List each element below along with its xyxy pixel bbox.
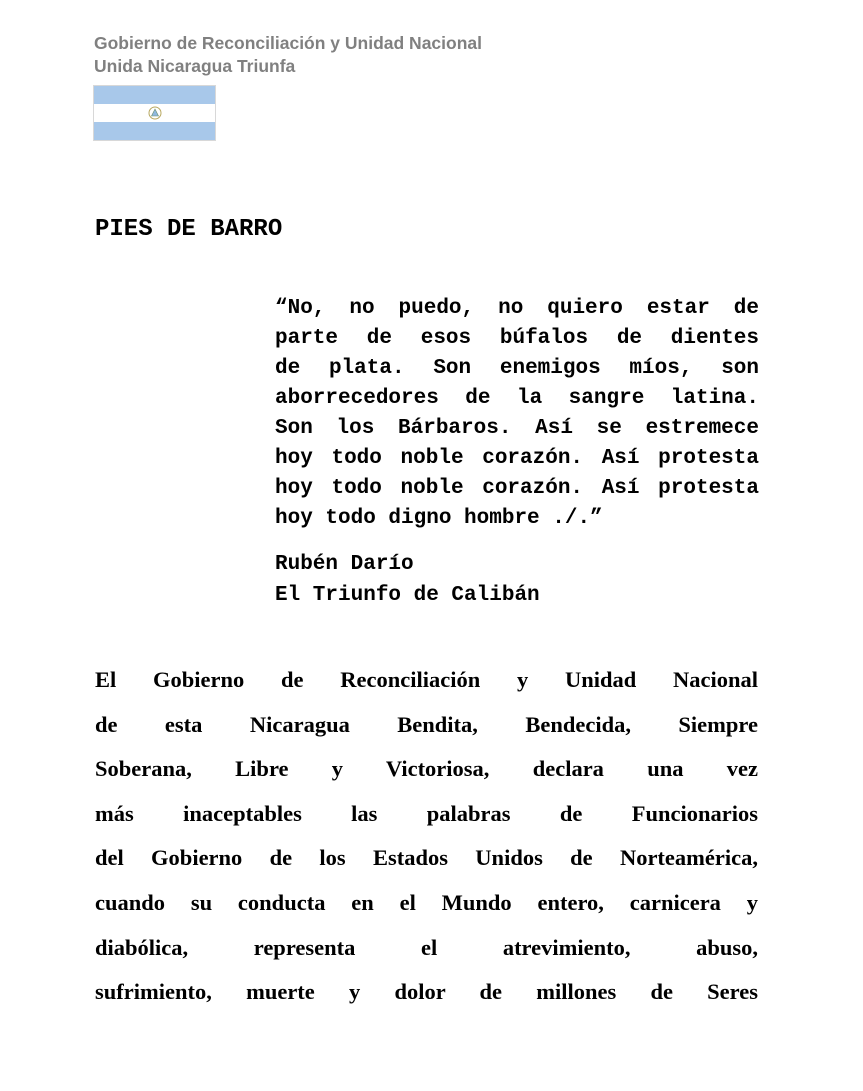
document-title: PIES DE BARRO <box>95 216 283 243</box>
quote-line: hoy todo noble corazón. Así protesta <box>275 477 759 500</box>
paragraph-line: sufrimiento, muerte y dolor de millones de Seres <box>95 979 758 1005</box>
quote-line: de plata. Son enemigos míos, son <box>275 357 759 380</box>
quote-line: hoy todo noble corazón. Así protesta <box>275 447 759 470</box>
epigraph-quote <box>275 294 759 534</box>
paragraph-line: cuando su conducta en el Mundo entero, carnicera y <box>95 889 758 915</box>
quote-line: Son los Bárbaros. Así se estremece <box>275 417 759 440</box>
quote-line: “No, no puedo, no quiero estar de <box>275 297 759 320</box>
coat-of-arms-icon <box>148 106 162 120</box>
paragraph-line: de esta Nicaragua Bendita, Bendecida, Siempre <box>95 711 758 737</box>
flag-top-band <box>94 86 215 104</box>
nicaragua-flag <box>93 85 216 141</box>
document-header <box>94 32 482 78</box>
paragraph-line: más inaceptables las palabras de Funcionarios <box>95 800 758 826</box>
paragraph-line: Soberana, Libre y Victoriosa, declara una vez <box>95 756 758 782</box>
quote-source-work: El Triunfo de Calibán <box>275 584 540 607</box>
paragraph-line: El Gobierno de Reconciliación y Unidad Nacional <box>95 667 758 692</box>
quote-line: hoy todo digno hombre ./.” <box>275 507 603 530</box>
paragraph-line: diabólica, representa el atrevimiento, abuso, <box>95 934 758 960</box>
quote-attribution <box>275 549 540 611</box>
header-government-name: Gobierno de Reconciliación y Unidad Nacional <box>94 33 482 53</box>
header-slogan: Unida Nicaragua Triunfa <box>94 56 296 76</box>
declaration-paragraph <box>95 658 758 1015</box>
quote-line: parte de esos búfalos de dientes <box>275 327 759 350</box>
paragraph-line: del Gobierno de los Estados Unidos de Norteamérica, <box>95 845 758 871</box>
quote-author: Rubén Darío <box>275 553 414 576</box>
quote-line: aborrecedores de la sangre latina. <box>275 387 759 410</box>
flag-bottom-band <box>94 122 215 140</box>
